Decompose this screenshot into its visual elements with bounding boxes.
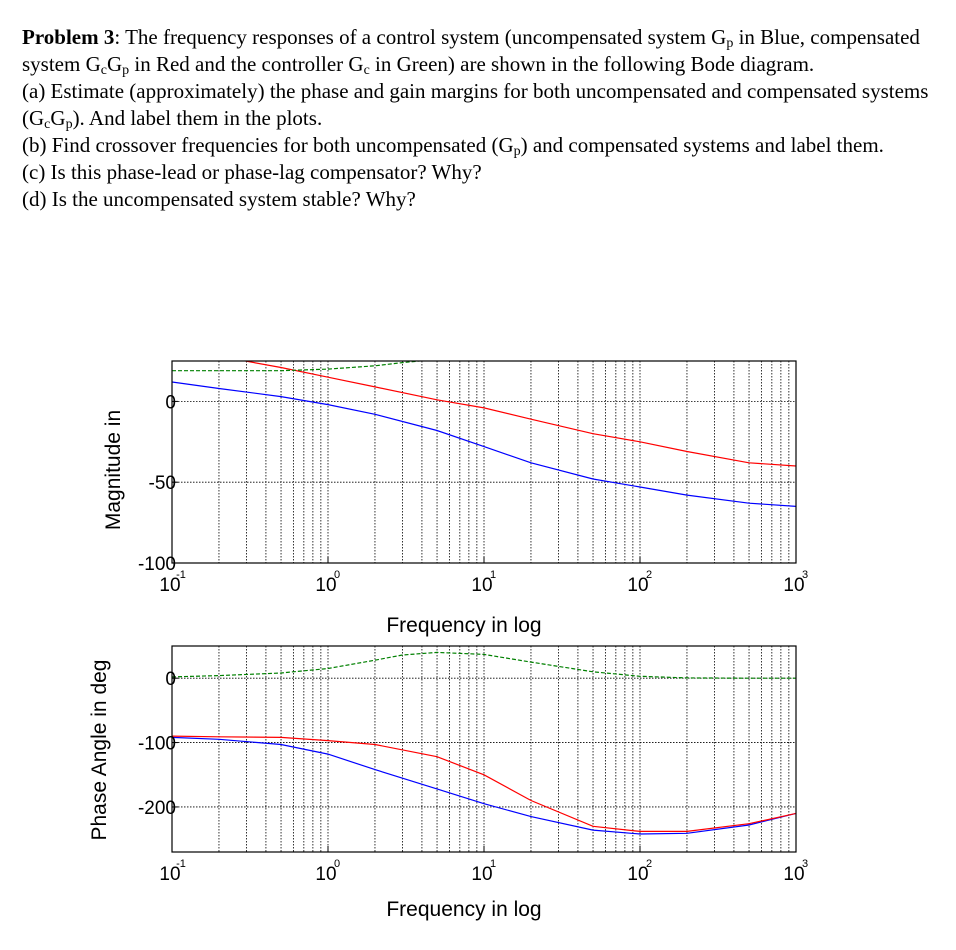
x-tick-exponent: 0 [333, 569, 341, 581]
x-tick-label: 10 [315, 864, 337, 885]
x-tick-exponent: 2 [645, 858, 653, 870]
x-tick-exponent: 2 [645, 569, 653, 581]
y-tick-label: 0 [165, 669, 176, 691]
x-tick-label: 10 [315, 575, 337, 596]
x-tick-exponent: 0 [333, 858, 341, 870]
x-tick-label: 10 [783, 575, 805, 596]
x-tick-exponent: -1 [176, 858, 186, 870]
y-tick-label: -100 [137, 733, 176, 755]
question-d: (d) Is the uncompensated system stable? Why? [22, 187, 416, 211]
y-tick-label: -50 [148, 473, 176, 495]
x-axis-label: Frequency in log [386, 898, 542, 921]
x-axis-label: Frequency in log [386, 614, 542, 637]
x-tick-exponent: -1 [176, 569, 186, 581]
x-tick-label: 10 [471, 575, 493, 596]
question-a: (a) Estimate (approximately) the phase and gain margins for both uncompensated and compensated systems $(G_cG_p)$. And label them in the plots. [22, 79, 929, 132]
y-tick-label: 0 [165, 392, 176, 414]
x-tick-exponent: 3 [801, 858, 809, 870]
y-axis-label: Magnitude in [102, 409, 125, 531]
y-tick-label: -100 [137, 554, 176, 575]
grid [172, 361, 796, 563]
magnitude-plot [102, 347, 808, 638]
x-tick-label: 10 [627, 864, 649, 885]
y-tick-label: -200 [137, 797, 176, 819]
question-c: (c) Is this phase-lead or phase-lag compensator? Why? [22, 160, 482, 184]
x-tick-exponent: 3 [801, 569, 809, 581]
x-tick-label: 10 [471, 864, 493, 885]
x-tick-label: 10 [627, 575, 649, 596]
phase-plot [88, 646, 808, 921]
question-b: (b) Find crossover frequencies for both uncompensated $(G_p)$ and compensated systems and label them. [22, 133, 884, 159]
problem-intro: Problem 3: The frequency responses of a control system (uncompensated system $G_p$ in Blue, compensated system $G_cG_p$ in Red and the controller $G_c$ in Green) are shown in the following Bode diagram. [22, 25, 920, 78]
x-tick-label: 10 [783, 864, 805, 885]
x-tick-label: 10 [159, 575, 181, 596]
grid [172, 646, 796, 852]
problem-label: Problem 3 [22, 25, 115, 49]
x-tick-exponent: 1 [489, 569, 497, 581]
x-tick-label: 10 [159, 864, 181, 885]
y-axis-label: Phase Angle in deg [88, 659, 111, 841]
x-tick-exponent: 1 [489, 858, 497, 870]
